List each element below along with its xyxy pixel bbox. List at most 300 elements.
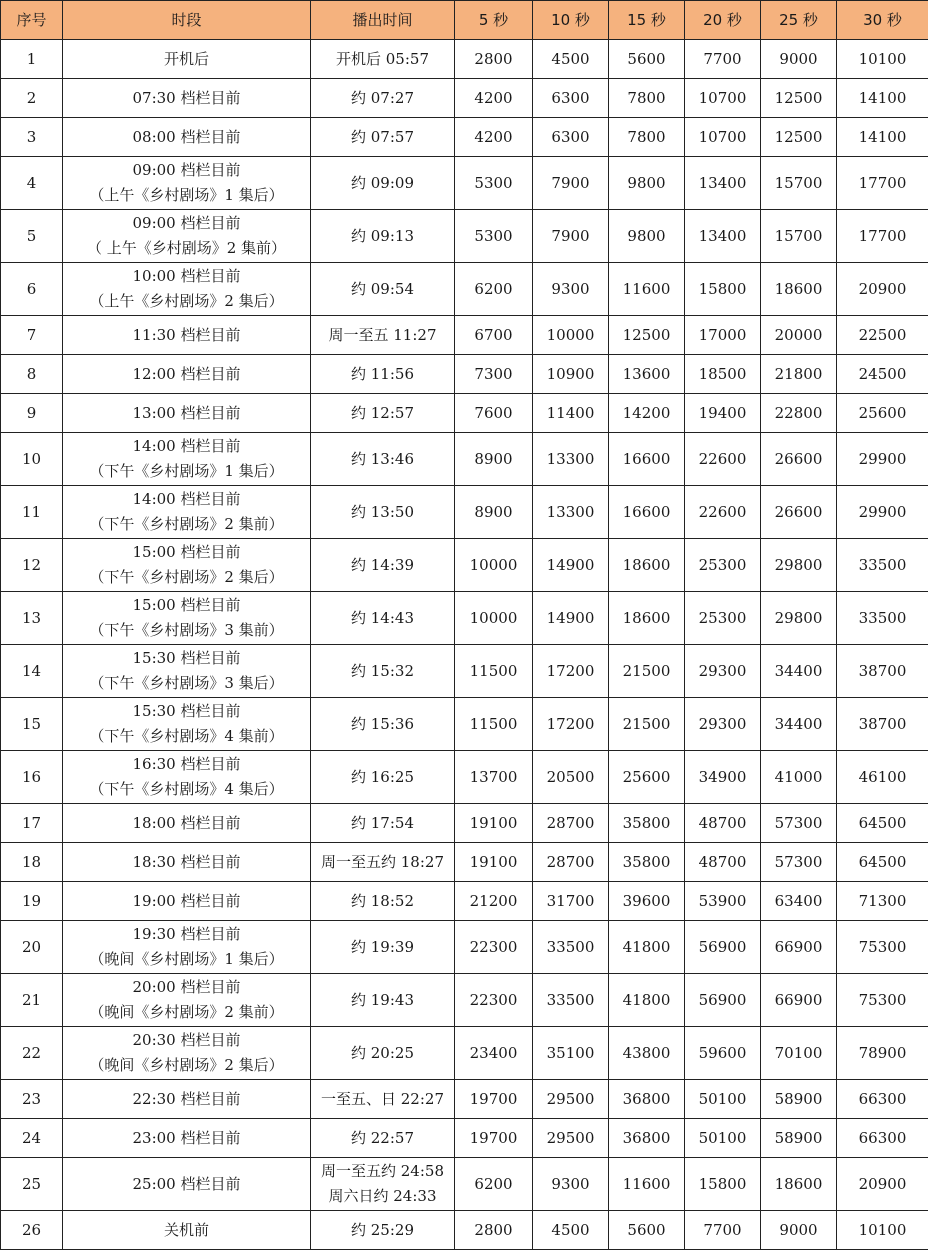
slot-cell (63, 316, 311, 355)
air-time-cell-line: 周一至五 11:27 (328, 325, 437, 344)
slot-cell (63, 40, 311, 79)
slot-cell-line: 18:30 档栏目前 (132, 852, 241, 871)
air-time-cell (311, 645, 455, 698)
price-15s: 12500 (609, 316, 685, 355)
slot-cell-line: 08:00 档栏目前 (132, 127, 241, 146)
price-25s: 34400 (761, 645, 837, 698)
slot-cell (63, 355, 311, 394)
price-30s: 29900 (837, 433, 928, 486)
price-5s: 4200 (455, 118, 533, 157)
air-time-cell-line: 约 11:56 (351, 364, 414, 383)
price-25s: 26600 (761, 433, 837, 486)
air-time-cell (311, 921, 455, 974)
header-5s: 5 秒 (455, 1, 533, 40)
price-25s: 41000 (761, 751, 837, 804)
price-30s: 14100 (837, 79, 928, 118)
price-15s: 43800 (609, 1027, 685, 1080)
slot-cell-line: 关机前 (163, 1220, 209, 1239)
price-15s: 35800 (609, 804, 685, 843)
price-30s: 20900 (837, 263, 928, 316)
slot-cell-line: （下午《乡村剧场》4 集后） (89, 780, 284, 798)
row-number: 4 (1, 157, 63, 210)
slot-cell-line: 14:00 档栏目前 (132, 437, 241, 455)
price-5s: 6200 (455, 1158, 533, 1211)
header-30s: 30 秒 (837, 1, 928, 40)
table-row (1, 1158, 928, 1211)
price-10s: 20500 (533, 751, 609, 804)
air-time-cell-line: 约 13:46 (351, 449, 414, 468)
price-25s: 21800 (761, 355, 837, 394)
header-no: 序号 (1, 1, 63, 40)
price-15s: 9800 (609, 210, 685, 263)
price-15s: 5600 (609, 1211, 685, 1250)
slot-cell-line: 开机后 (163, 49, 209, 68)
price-10s: 29500 (533, 1119, 609, 1158)
price-15s: 14200 (609, 394, 685, 433)
air-time-cell (311, 974, 455, 1027)
air-time-cell-line: 周六日约 24:33 (328, 1187, 437, 1205)
slot-cell (63, 79, 311, 118)
price-5s: 7600 (455, 394, 533, 433)
slot-cell-line: 19:30 档栏目前 (132, 925, 241, 943)
price-15s: 9800 (609, 157, 685, 210)
price-20s: 15800 (685, 1158, 761, 1211)
row-number: 12 (1, 539, 63, 592)
price-20s: 19400 (685, 394, 761, 433)
price-15s: 21500 (609, 645, 685, 698)
price-25s: 18600 (761, 263, 837, 316)
air-time-cell (311, 1080, 455, 1119)
slot-cell (63, 1119, 311, 1158)
slot-cell (63, 804, 311, 843)
table-row (1, 539, 928, 592)
price-15s: 16600 (609, 433, 685, 486)
price-30s: 64500 (837, 843, 928, 882)
row-number: 1 (1, 40, 63, 79)
table-row (1, 751, 928, 804)
price-5s: 8900 (455, 433, 533, 486)
price-30s: 64500 (837, 804, 928, 843)
slot-cell (63, 882, 311, 921)
slot-cell-line: 09:00 档栏目前 (132, 214, 241, 232)
price-20s: 7700 (685, 40, 761, 79)
slot-cell-line: （下午《乡村剧场》2 集前） (89, 515, 284, 533)
price-10s: 14900 (533, 539, 609, 592)
header-row (1, 1, 928, 40)
slot-cell-line: （下午《乡村剧场》1 集后） (89, 462, 284, 480)
price-30s: 10100 (837, 40, 928, 79)
table-row (1, 263, 928, 316)
header-slot: 时段 (63, 1, 311, 40)
price-20s: 56900 (685, 974, 761, 1027)
table-row (1, 804, 928, 843)
price-20s: 25300 (685, 539, 761, 592)
row-number: 24 (1, 1119, 63, 1158)
air-time-cell (311, 433, 455, 486)
price-10s: 6300 (533, 118, 609, 157)
slot-cell (63, 210, 311, 263)
price-20s: 22600 (685, 486, 761, 539)
table-row (1, 486, 928, 539)
air-time-cell-line: 周一至五约 24:58 (321, 1162, 444, 1180)
slot-cell (63, 1158, 311, 1211)
slot-cell (63, 698, 311, 751)
price-10s: 4500 (533, 40, 609, 79)
slot-cell-line: （晚间《乡村剧场》1 集后） (89, 950, 284, 968)
price-10s: 28700 (533, 804, 609, 843)
air-time-cell-line: 约 25:29 (351, 1220, 414, 1239)
price-25s: 12500 (761, 79, 837, 118)
air-time-cell (311, 751, 455, 804)
air-time-cell-line: 约 09:09 (351, 173, 414, 192)
price-5s: 19700 (455, 1080, 533, 1119)
slot-cell (63, 486, 311, 539)
price-10s: 33500 (533, 974, 609, 1027)
price-30s: 75300 (837, 921, 928, 974)
price-5s: 10000 (455, 592, 533, 645)
table-row (1, 921, 928, 974)
price-30s: 20900 (837, 1158, 928, 1211)
price-20s: 10700 (685, 118, 761, 157)
slot-cell (63, 921, 311, 974)
slot-cell-line: （上午《乡村剧场》1 集后） (89, 186, 284, 204)
slot-cell (63, 843, 311, 882)
slot-cell-line: （下午《乡村剧场》3 集后） (89, 674, 284, 692)
slot-cell-line: 20:00 档栏目前 (132, 978, 241, 996)
row-number: 18 (1, 843, 63, 882)
row-number: 11 (1, 486, 63, 539)
slot-cell-line: （晚间《乡村剧场》2 集后） (89, 1056, 284, 1074)
price-10s: 17200 (533, 645, 609, 698)
price-20s: 29300 (685, 698, 761, 751)
air-time-cell (311, 79, 455, 118)
table-row (1, 882, 928, 921)
slot-cell (63, 1211, 311, 1250)
price-25s: 66900 (761, 974, 837, 1027)
table-row (1, 355, 928, 394)
price-5s: 11500 (455, 645, 533, 698)
price-5s: 5300 (455, 157, 533, 210)
table-body (1, 40, 928, 1250)
price-20s: 48700 (685, 804, 761, 843)
slot-cell (63, 974, 311, 1027)
price-30s: 29900 (837, 486, 928, 539)
price-20s: 56900 (685, 921, 761, 974)
price-15s: 18600 (609, 592, 685, 645)
slot-cell-line: 20:30 档栏目前 (132, 1031, 241, 1049)
price-5s: 7300 (455, 355, 533, 394)
price-20s: 17000 (685, 316, 761, 355)
price-15s: 39600 (609, 882, 685, 921)
price-5s: 10000 (455, 539, 533, 592)
price-15s: 13600 (609, 355, 685, 394)
price-15s: 11600 (609, 263, 685, 316)
air-time-cell (311, 394, 455, 433)
price-30s: 22500 (837, 316, 928, 355)
air-time-cell-line: 约 15:36 (351, 714, 414, 733)
table-row (1, 645, 928, 698)
table-row (1, 157, 928, 210)
price-30s: 66300 (837, 1080, 928, 1119)
table-row (1, 1027, 928, 1080)
price-5s: 19100 (455, 804, 533, 843)
slot-cell-line: （下午《乡村剧场》3 集前） (89, 621, 284, 639)
header-20s: 20 秒 (685, 1, 761, 40)
table-row (1, 316, 928, 355)
slot-cell (63, 539, 311, 592)
price-20s: 59600 (685, 1027, 761, 1080)
slot-cell (63, 751, 311, 804)
price-5s: 22300 (455, 921, 533, 974)
price-5s: 22300 (455, 974, 533, 1027)
row-number: 17 (1, 804, 63, 843)
price-20s: 13400 (685, 210, 761, 263)
price-10s: 9300 (533, 263, 609, 316)
price-30s: 75300 (837, 974, 928, 1027)
price-30s: 17700 (837, 157, 928, 210)
price-20s: 7700 (685, 1211, 761, 1250)
row-number: 15 (1, 698, 63, 751)
price-20s: 34900 (685, 751, 761, 804)
price-30s: 14100 (837, 118, 928, 157)
row-number: 16 (1, 751, 63, 804)
slot-cell (63, 1027, 311, 1080)
price-10s: 10900 (533, 355, 609, 394)
slot-cell-line: 09:00 档栏目前 (132, 161, 241, 179)
row-number: 7 (1, 316, 63, 355)
price-15s: 7800 (609, 118, 685, 157)
price-10s: 17200 (533, 698, 609, 751)
air-time-cell-line: 约 22:57 (351, 1128, 414, 1147)
table-row (1, 394, 928, 433)
price-20s: 13400 (685, 157, 761, 210)
air-time-cell (311, 157, 455, 210)
price-20s: 50100 (685, 1080, 761, 1119)
price-30s: 38700 (837, 645, 928, 698)
header-15s: 15 秒 (609, 1, 685, 40)
price-20s: 25300 (685, 592, 761, 645)
air-time-cell-line: 约 07:57 (351, 127, 414, 146)
slot-cell-line: 07:30 档栏目前 (132, 88, 241, 107)
slot-cell (63, 645, 311, 698)
price-30s: 78900 (837, 1027, 928, 1080)
air-time-cell (311, 40, 455, 79)
header-air-time: 播出时间 (311, 1, 455, 40)
price-15s: 36800 (609, 1119, 685, 1158)
slot-cell-line: 18:00 档栏目前 (132, 813, 241, 832)
price-10s: 29500 (533, 1080, 609, 1119)
price-5s: 5300 (455, 210, 533, 263)
price-30s: 33500 (837, 539, 928, 592)
row-number: 5 (1, 210, 63, 263)
air-time-cell-line: 约 09:54 (351, 279, 414, 298)
slot-cell-line: 16:30 档栏目前 (132, 755, 241, 773)
slot-cell-line: （上午《乡村剧场》2 集后） (89, 292, 284, 310)
air-time-cell-line: 约 14:39 (351, 555, 414, 574)
price-20s: 22600 (685, 433, 761, 486)
slot-cell (63, 433, 311, 486)
air-time-cell (311, 118, 455, 157)
price-5s: 2800 (455, 1211, 533, 1250)
price-5s: 6200 (455, 263, 533, 316)
price-25s: 70100 (761, 1027, 837, 1080)
air-time-cell-line: 约 17:54 (351, 813, 414, 832)
price-15s: 5600 (609, 40, 685, 79)
price-25s: 15700 (761, 210, 837, 263)
slot-cell-line: （ 上午《乡村剧场》2 集前） (86, 239, 287, 257)
price-30s: 17700 (837, 210, 928, 263)
slot-cell-line: 15:30 档栏目前 (132, 702, 241, 720)
row-number: 19 (1, 882, 63, 921)
price-25s: 12500 (761, 118, 837, 157)
price-5s: 6700 (455, 316, 533, 355)
slot-cell (63, 263, 311, 316)
price-10s: 6300 (533, 79, 609, 118)
table-row (1, 1119, 928, 1158)
price-10s: 11400 (533, 394, 609, 433)
row-number: 26 (1, 1211, 63, 1250)
price-20s: 53900 (685, 882, 761, 921)
row-number: 10 (1, 433, 63, 486)
price-25s: 22800 (761, 394, 837, 433)
price-15s: 41800 (609, 921, 685, 974)
air-time-cell (311, 316, 455, 355)
air-time-cell (311, 1119, 455, 1158)
air-time-cell (311, 1158, 455, 1211)
air-time-cell-line: 约 16:25 (351, 767, 414, 786)
price-30s: 33500 (837, 592, 928, 645)
price-20s: 15800 (685, 263, 761, 316)
air-time-cell (311, 486, 455, 539)
air-time-cell (311, 843, 455, 882)
slot-cell-line: 25:00 档栏目前 (132, 1174, 241, 1193)
air-time-cell-line: 约 07:27 (351, 88, 414, 107)
price-10s: 10000 (533, 316, 609, 355)
price-15s: 35800 (609, 843, 685, 882)
slot-cell-line: （晚间《乡村剧场》2 集前） (89, 1003, 284, 1021)
row-number: 9 (1, 394, 63, 433)
price-10s: 9300 (533, 1158, 609, 1211)
slot-cell-line: 14:00 档栏目前 (132, 490, 241, 508)
price-10s: 31700 (533, 882, 609, 921)
price-10s: 7900 (533, 157, 609, 210)
slot-cell-line: 10:00 档栏目前 (132, 267, 241, 285)
slot-cell (63, 592, 311, 645)
price-15s: 36800 (609, 1080, 685, 1119)
price-5s: 11500 (455, 698, 533, 751)
price-10s: 13300 (533, 486, 609, 539)
price-5s: 4200 (455, 79, 533, 118)
price-20s: 29300 (685, 645, 761, 698)
price-10s: 35100 (533, 1027, 609, 1080)
air-time-cell-line: 约 13:50 (351, 502, 414, 521)
slot-cell-line: 11:30 档栏目前 (132, 325, 241, 344)
price-30s: 71300 (837, 882, 928, 921)
slot-cell-line: 12:00 档栏目前 (132, 364, 241, 383)
slot-cell-line: 15:00 档栏目前 (132, 596, 241, 614)
air-time-cell (311, 263, 455, 316)
price-30s: 25600 (837, 394, 928, 433)
row-number: 6 (1, 263, 63, 316)
air-time-cell (311, 592, 455, 645)
price-10s: 13300 (533, 433, 609, 486)
price-25s: 57300 (761, 804, 837, 843)
price-15s: 11600 (609, 1158, 685, 1211)
air-time-cell (311, 804, 455, 843)
price-15s: 25600 (609, 751, 685, 804)
price-25s: 29800 (761, 592, 837, 645)
price-25s: 34400 (761, 698, 837, 751)
price-20s: 50100 (685, 1119, 761, 1158)
air-time-cell (311, 882, 455, 921)
price-10s: 7900 (533, 210, 609, 263)
price-20s: 48700 (685, 843, 761, 882)
slot-cell-line: 19:00 档栏目前 (132, 891, 241, 910)
row-number: 2 (1, 79, 63, 118)
air-time-cell (311, 355, 455, 394)
header-10s: 10 秒 (533, 1, 609, 40)
air-time-cell-line: 约 19:39 (351, 937, 414, 956)
table-row (1, 79, 928, 118)
price-15s: 21500 (609, 698, 685, 751)
air-time-cell (311, 698, 455, 751)
price-5s: 8900 (455, 486, 533, 539)
row-number: 23 (1, 1080, 63, 1119)
table-row (1, 1080, 928, 1119)
price-25s: 57300 (761, 843, 837, 882)
price-30s: 46100 (837, 751, 928, 804)
price-25s: 9000 (761, 40, 837, 79)
row-number: 22 (1, 1027, 63, 1080)
table-row (1, 40, 928, 79)
air-time-cell-line: 一至五、日 22:27 (321, 1089, 444, 1108)
price-25s: 66900 (761, 921, 837, 974)
price-15s: 7800 (609, 79, 685, 118)
price-30s: 38700 (837, 698, 928, 751)
row-number: 25 (1, 1158, 63, 1211)
row-number: 13 (1, 592, 63, 645)
row-number: 8 (1, 355, 63, 394)
slot-cell (63, 394, 311, 433)
price-25s: 18600 (761, 1158, 837, 1211)
air-time-cell-line: 周一至五约 18:27 (321, 852, 444, 871)
price-25s: 63400 (761, 882, 837, 921)
price-5s: 19700 (455, 1119, 533, 1158)
air-time-cell-line: 约 14:43 (351, 608, 414, 627)
price-25s: 58900 (761, 1080, 837, 1119)
price-25s: 20000 (761, 316, 837, 355)
air-time-cell-line: 约 12:57 (351, 403, 414, 422)
price-30s: 24500 (837, 355, 928, 394)
air-time-cell-line: 开机后 05:57 (336, 49, 429, 68)
table-row (1, 210, 928, 263)
price-5s: 23400 (455, 1027, 533, 1080)
row-number: 3 (1, 118, 63, 157)
price-25s: 29800 (761, 539, 837, 592)
air-time-cell (311, 1211, 455, 1250)
table-row (1, 118, 928, 157)
slot-cell-line: 15:30 档栏目前 (132, 649, 241, 667)
slot-cell (63, 118, 311, 157)
price-15s: 41800 (609, 974, 685, 1027)
slot-cell (63, 157, 311, 210)
price-20s: 18500 (685, 355, 761, 394)
slot-cell-line: （下午《乡村剧场》4 集前） (89, 727, 284, 745)
price-15s: 16600 (609, 486, 685, 539)
price-5s: 13700 (455, 751, 533, 804)
price-5s: 19100 (455, 843, 533, 882)
table-row (1, 1211, 928, 1250)
